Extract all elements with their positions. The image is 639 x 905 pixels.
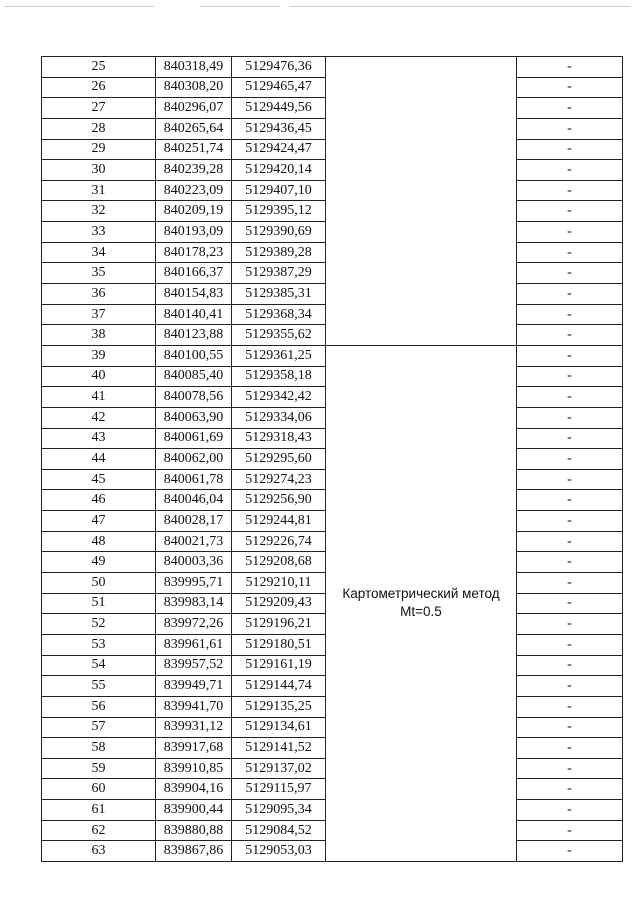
dash-cell: - <box>517 614 623 635</box>
dash-cell: - <box>517 841 623 862</box>
point-number-cell: 38 <box>42 325 156 346</box>
point-number-cell: 62 <box>42 820 156 841</box>
y-coordinate-cell: 5129385,31 <box>232 284 326 305</box>
dash-cell: - <box>517 407 623 428</box>
point-number-cell: 59 <box>42 758 156 779</box>
method-cell <box>326 345 517 861</box>
x-coordinate-cell: 840003,36 <box>156 552 232 573</box>
method-accuracy: Mt=0.5 <box>400 604 442 620</box>
point-number-cell: 56 <box>42 696 156 717</box>
dash-cell: - <box>517 428 623 449</box>
y-coordinate-cell: 5129210,11 <box>232 573 326 594</box>
coordinates-table <box>41 56 623 862</box>
x-coordinate-cell: 840100,55 <box>156 345 232 366</box>
dash-cell: - <box>517 77 623 98</box>
dash-cell: - <box>517 469 623 490</box>
dash-cell: - <box>517 284 623 305</box>
dash-cell: - <box>517 180 623 201</box>
y-coordinate-cell: 5129355,62 <box>232 325 326 346</box>
point-number-cell: 48 <box>42 531 156 552</box>
point-number-cell: 61 <box>42 800 156 821</box>
dash-cell: - <box>517 511 623 532</box>
point-number-cell: 57 <box>42 717 156 738</box>
point-number-cell: 55 <box>42 676 156 697</box>
scan-edge-left <box>4 6 154 7</box>
x-coordinate-cell: 839949,71 <box>156 676 232 697</box>
table-row <box>42 57 623 78</box>
dash-cell: - <box>517 160 623 181</box>
dash-cell: - <box>517 263 623 284</box>
point-number-cell: 60 <box>42 779 156 800</box>
y-coordinate-cell: 5129180,51 <box>232 634 326 655</box>
y-coordinate-cell: 5129161,19 <box>232 655 326 676</box>
x-coordinate-cell: 840154,83 <box>156 284 232 305</box>
dash-cell: - <box>517 820 623 841</box>
x-coordinate-cell: 840046,04 <box>156 490 232 511</box>
y-coordinate-cell: 5129274,23 <box>232 469 326 490</box>
point-number-cell: 58 <box>42 738 156 759</box>
y-coordinate-cell: 5129449,56 <box>232 98 326 119</box>
y-coordinate-cell: 5129342,42 <box>232 387 326 408</box>
y-coordinate-cell: 5129084,52 <box>232 820 326 841</box>
y-coordinate-cell: 5129390,69 <box>232 222 326 243</box>
y-coordinate-cell: 5129209,43 <box>232 593 326 614</box>
point-number-cell: 36 <box>42 284 156 305</box>
x-coordinate-cell: 839983,14 <box>156 593 232 614</box>
x-coordinate-cell: 839917,68 <box>156 738 232 759</box>
y-coordinate-cell: 5129420,14 <box>232 160 326 181</box>
x-coordinate-cell: 840265,64 <box>156 118 232 139</box>
method-name: Картометрический метод <box>342 586 500 602</box>
x-coordinate-cell: 840021,73 <box>156 531 232 552</box>
x-coordinate-cell: 840123,88 <box>156 325 232 346</box>
point-number-cell: 27 <box>42 98 156 119</box>
y-coordinate-cell: 5129196,21 <box>232 614 326 635</box>
coordinates-table-body <box>42 57 623 862</box>
y-coordinate-cell: 5129395,12 <box>232 201 326 222</box>
dash-cell: - <box>517 304 623 325</box>
point-number-cell: 42 <box>42 407 156 428</box>
dash-cell: - <box>517 490 623 511</box>
x-coordinate-cell: 840239,28 <box>156 160 232 181</box>
point-number-cell: 35 <box>42 263 156 284</box>
dash-cell: - <box>517 325 623 346</box>
dash-cell: - <box>517 222 623 243</box>
x-coordinate-cell: 840209,19 <box>156 201 232 222</box>
y-coordinate-cell: 5129115,97 <box>232 779 326 800</box>
x-coordinate-cell: 840166,37 <box>156 263 232 284</box>
dash-cell: - <box>517 118 623 139</box>
dash-cell: - <box>517 655 623 676</box>
y-coordinate-cell: 5129135,25 <box>232 696 326 717</box>
point-number-cell: 31 <box>42 180 156 201</box>
dash-cell: - <box>517 696 623 717</box>
y-coordinate-cell: 5129424,47 <box>232 139 326 160</box>
point-number-cell: 29 <box>42 139 156 160</box>
point-number-cell: 43 <box>42 428 156 449</box>
y-coordinate-cell: 5129361,25 <box>232 345 326 366</box>
y-coordinate-cell: 5129053,03 <box>232 841 326 862</box>
dash-cell: - <box>517 738 623 759</box>
y-coordinate-cell: 5129476,36 <box>232 57 326 78</box>
dash-cell: - <box>517 634 623 655</box>
y-coordinate-cell: 5129134,61 <box>232 717 326 738</box>
point-number-cell: 32 <box>42 201 156 222</box>
x-coordinate-cell: 839867,86 <box>156 841 232 862</box>
y-coordinate-cell: 5129256,90 <box>232 490 326 511</box>
y-coordinate-cell: 5129137,02 <box>232 758 326 779</box>
y-coordinate-cell: 5129387,29 <box>232 263 326 284</box>
x-coordinate-cell: 839900,44 <box>156 800 232 821</box>
dash-cell: - <box>517 139 623 160</box>
dash-cell: - <box>517 201 623 222</box>
y-coordinate-cell: 5129334,06 <box>232 407 326 428</box>
y-coordinate-cell: 5129208,68 <box>232 552 326 573</box>
y-coordinate-cell: 5129226,74 <box>232 531 326 552</box>
point-number-cell: 28 <box>42 118 156 139</box>
x-coordinate-cell: 839995,71 <box>156 573 232 594</box>
point-number-cell: 41 <box>42 387 156 408</box>
point-number-cell: 34 <box>42 242 156 263</box>
x-coordinate-cell: 839957,52 <box>156 655 232 676</box>
x-coordinate-cell: 840078,56 <box>156 387 232 408</box>
y-coordinate-cell: 5129389,28 <box>232 242 326 263</box>
y-coordinate-cell: 5129318,43 <box>232 428 326 449</box>
point-number-cell: 44 <box>42 449 156 470</box>
dash-cell: - <box>517 345 623 366</box>
x-coordinate-cell: 840028,17 <box>156 511 232 532</box>
x-coordinate-cell: 840318,49 <box>156 57 232 78</box>
x-coordinate-cell: 840178,23 <box>156 242 232 263</box>
x-coordinate-cell: 839961,61 <box>156 634 232 655</box>
point-number-cell: 26 <box>42 77 156 98</box>
dash-cell: - <box>517 387 623 408</box>
dash-cell: - <box>517 800 623 821</box>
x-coordinate-cell: 840063,90 <box>156 407 232 428</box>
x-coordinate-cell: 840296,07 <box>156 98 232 119</box>
x-coordinate-cell: 840061,78 <box>156 469 232 490</box>
x-coordinate-cell: 839880,88 <box>156 820 232 841</box>
y-coordinate-cell: 5129358,18 <box>232 366 326 387</box>
scan-edge-middle <box>200 6 280 7</box>
x-coordinate-cell: 839910,85 <box>156 758 232 779</box>
point-number-cell: 52 <box>42 614 156 635</box>
y-coordinate-cell: 5129368,34 <box>232 304 326 325</box>
x-coordinate-cell: 840223,09 <box>156 180 232 201</box>
dash-cell: - <box>517 758 623 779</box>
dash-cell: - <box>517 552 623 573</box>
point-number-cell: 63 <box>42 841 156 862</box>
point-number-cell: 51 <box>42 593 156 614</box>
x-coordinate-cell: 839941,70 <box>156 696 232 717</box>
y-coordinate-cell: 5129295,60 <box>232 449 326 470</box>
x-coordinate-cell: 839931,12 <box>156 717 232 738</box>
dash-cell: - <box>517 57 623 78</box>
point-number-cell: 50 <box>42 573 156 594</box>
dash-cell: - <box>517 676 623 697</box>
dash-cell: - <box>517 366 623 387</box>
point-number-cell: 53 <box>42 634 156 655</box>
y-coordinate-cell: 5129465,47 <box>232 77 326 98</box>
point-number-cell: 45 <box>42 469 156 490</box>
point-number-cell: 37 <box>42 304 156 325</box>
x-coordinate-cell: 840251,74 <box>156 139 232 160</box>
point-number-cell: 40 <box>42 366 156 387</box>
dash-cell: - <box>517 593 623 614</box>
x-coordinate-cell: 840308,20 <box>156 77 232 98</box>
method-cell-empty <box>326 57 517 346</box>
x-coordinate-cell: 839972,26 <box>156 614 232 635</box>
dash-cell: - <box>517 242 623 263</box>
dash-cell: - <box>517 717 623 738</box>
x-coordinate-cell: 840193,09 <box>156 222 232 243</box>
y-coordinate-cell: 5129144,74 <box>232 676 326 697</box>
x-coordinate-cell: 839904,16 <box>156 779 232 800</box>
point-number-cell: 46 <box>42 490 156 511</box>
y-coordinate-cell: 5129436,45 <box>232 118 326 139</box>
y-coordinate-cell: 5129095,34 <box>232 800 326 821</box>
y-coordinate-cell: 5129244,81 <box>232 511 326 532</box>
x-coordinate-cell: 840085,40 <box>156 366 232 387</box>
point-number-cell: 47 <box>42 511 156 532</box>
point-number-cell: 39 <box>42 345 156 366</box>
dash-cell: - <box>517 573 623 594</box>
point-number-cell: 33 <box>42 222 156 243</box>
x-coordinate-cell: 840061,69 <box>156 428 232 449</box>
table-row <box>42 345 623 366</box>
point-number-cell: 54 <box>42 655 156 676</box>
dash-cell: - <box>517 449 623 470</box>
point-number-cell: 25 <box>42 57 156 78</box>
point-number-cell: 30 <box>42 160 156 181</box>
point-number-cell: 49 <box>42 552 156 573</box>
x-coordinate-cell: 840062,00 <box>156 449 232 470</box>
y-coordinate-cell: 5129141,52 <box>232 738 326 759</box>
dash-cell: - <box>517 98 623 119</box>
dash-cell: - <box>517 531 623 552</box>
x-coordinate-cell: 840140,41 <box>156 304 232 325</box>
y-coordinate-cell: 5129407,10 <box>232 180 326 201</box>
scan-edge-right <box>290 6 630 7</box>
dash-cell: - <box>517 779 623 800</box>
